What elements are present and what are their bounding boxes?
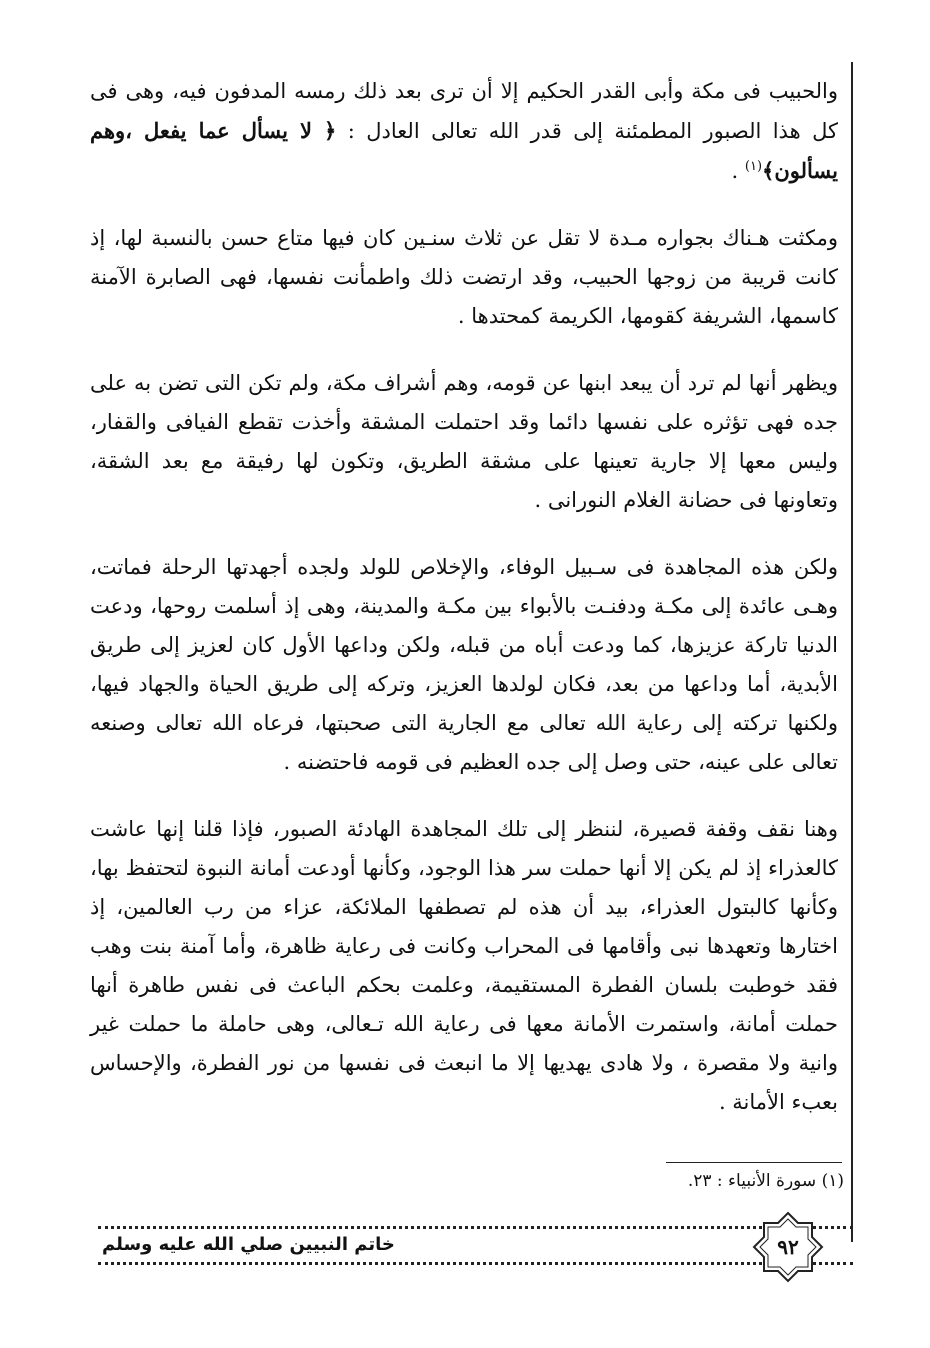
footer-rule-bottom (98, 1262, 853, 1265)
paragraph-2: ومكثت هـناك بجواره مـدة لا تقل عن ثلاث سنـين كان فيها متاع حسن بالنسبة لها، إذ كانت قريبة من زوجها الحبيب، وقد ارتضت ذلك واطمأنت نفسها، فهى الصابرة الآمنة كاسمها، الشريفة كقومها، الكريمة كمحتدها . (90, 226, 838, 328)
body-text (90, 72, 838, 1150)
paragraph-1-text: والحبيب فى مكة وأبى القدر الحكيم إلا أن ترى بعد ذلك رمسه المدفون فيه، وهى فى كل هذا الصبور المطمئنة إلى قدر الله تعالى العادل : (90, 79, 838, 143)
footer-rule-top (98, 1226, 853, 1229)
quran-verse: ﴿ لا يسأل عما يفعل ،وهم يسألون﴾ (90, 118, 838, 183)
paragraph-1 (90, 72, 838, 191)
running-footer-title: خاتم النبيين صلي الله عليه وسلم (102, 1234, 395, 1255)
paragraph-5: وهنا نقف وقفة قصيرة، لننظر إلى تلك المجاهدة الهادئة الصبور، فإذا قلنا إنها عاشت كالعذراء إذ لم يكن إلا أنها حملت سر هذا الوجود، وكأنها أودعت أمانة النبوة لتحتفظ بها، وكأنها كالبتول العذراء، بيد أن هذه لم تصطفها الملائكة، عزاء من رب العالمين، إذ اختارها وتعهدها نبى وأقامها فى المحراب وكانت فى رعاية ظاهرة، وأما آمنة بنت وهب فقد خوطبت بلسان الفطرة المستقيمة، وعلمت بحكم الباعث فى نفس طاهرة أنها حملت أمانة، واستمرت الأمانة معها فى رعاية الله تـعالى، وهى حاملة ما حملت غير وانية ولا مقصرة ، ولا هادى يهديها إلا ما انبعث فى نفسها من نور الفطرة، والإحساس بعبء الأمانة . (90, 817, 838, 1114)
page-number: ٩٢ (777, 1235, 799, 1259)
page-border-right (851, 62, 853, 1242)
footnote-reference: (١) (744, 159, 763, 174)
footnote-separator (666, 1162, 842, 1163)
footnote: (١) سورة الأنبياء : ٢٣. (687, 1171, 844, 1191)
paragraph-4: ولكن هذه المجاهدة فى سـبيل الوفاء، والإخلاص للولد ولجده أجهدتها الرحلة فماتت، وهـى عائدة إلى مكـة ودفنـت بالأبواء بين مكـة والمدينة، وهى إذ أسلمت روحها، ودعت الدنيا تاركة عزيزها، كما ودعت أباه من قبله، ولكن وداعها الأول كان لعزيز إلى طريق الأبدية، أما وداعها من بعد، فكان لولدها العزيز، وتركه إلى طريق الحياة والجهاد فيها، ولكنها تركته إلى رعاية الله تعالى مع الجارية التى صحبتها، فرعاه الله تعالى وصنعه تعالى على عينه، حتى وصل إلى جده العظيم فى قومه فاحتضنه . (90, 555, 838, 774)
paragraph-1-end: . (731, 159, 745, 183)
paragraph-3: ويظهر أنها لم ترد أن يبعد ابنها عن قومه، وهم أشراف مكة، ولم تكن التى تضن به على جده فهى تؤثره على نفسها دائما وقد احتملت المشقة وأخذت تقطع الفيافى والقفار، وليس معها إلا جارية تعينها على مشقة الطريق، وتكون لها رفيقة مع بعد الشقة، وتعاونها فى حضانة الغلام النورانى . (90, 371, 838, 512)
page-number-badge (752, 1211, 824, 1283)
